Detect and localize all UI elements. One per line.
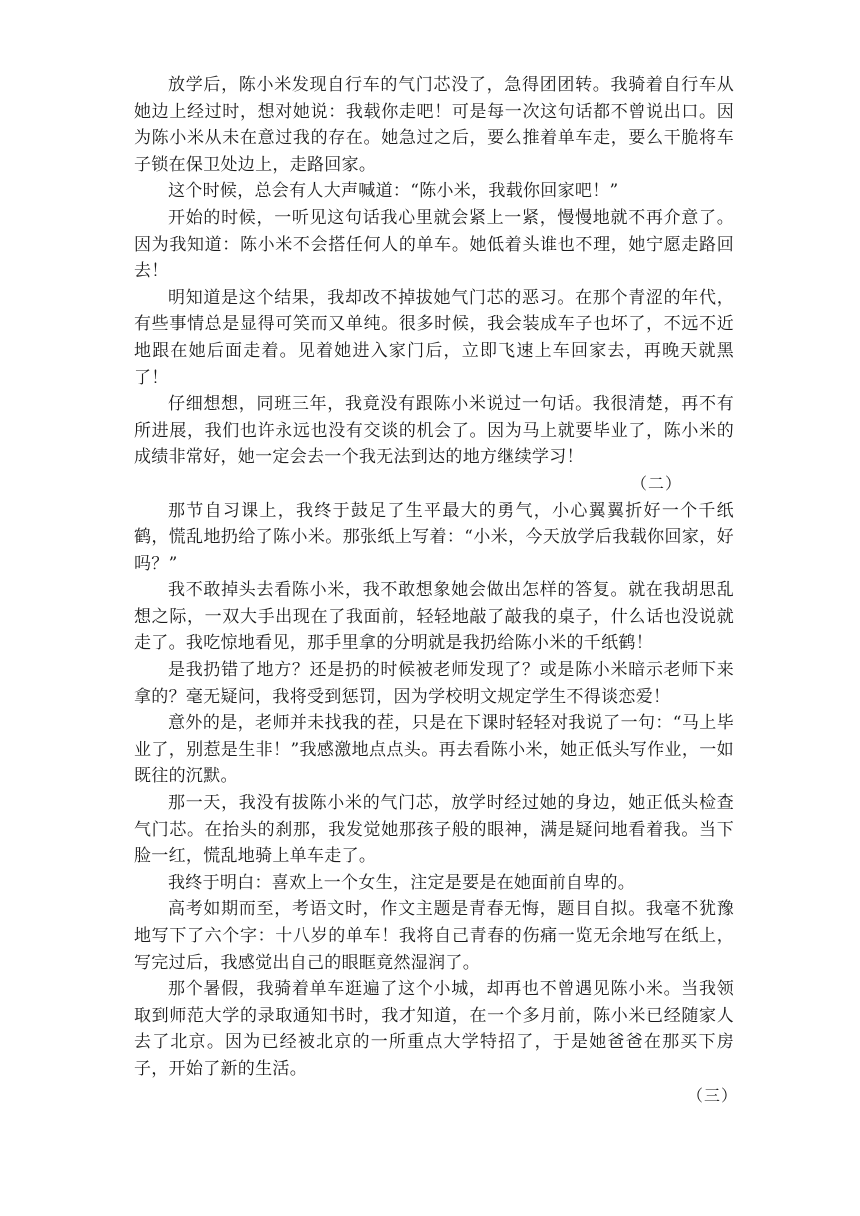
section-heading-three: （三）	[686, 1085, 738, 1105]
paragraph: 明知道是这个结果，我却改不掉拔她气门芯的恶习。在那个青涩的年代，有些事情总是显得可笑而又单纯。很多时候，我会装成车子也坏了，不远不近地跟在她后面走着。见着她进入家门后，立即飞速上车回家去，再晚天就黑了！	[134, 287, 734, 388]
paragraph: 放学后，陈小米发现自行车的气门芯没了，急得团团转。我骑着自行车从她边上经过时，想对她说：我载你走吧！可是每一次这句话都不曾说出口。因为陈小米从未在意过我的存在。她急过之后，要么推着单车走，要么干脆将车子锁在保卫处边上，走路回家。	[134, 75, 734, 175]
section-heading-two: （二）	[630, 473, 682, 493]
paragraph: 是我扔错了地方？还是扔的时候被老师发现了？或是陈小米暗示老师下来拿的？毫无疑问，我将受到惩罚，因为学校明文规定学生不得谈恋爱！	[134, 660, 734, 707]
paragraph: 高考如期而至，考语文时，作文主题是青春无悔，题目自拟。我毫不犹豫地写下了六个字：十八岁的单车！我将自己青春的伤痛一览无余地写在纸上，写完过后，我感觉出自己的眼眶竟然湿润了。	[134, 899, 734, 973]
paragraph: 我不敢掉头去看陈小米，我不敢想象她会做出怎样的答复。就在我胡思乱想之际，一双大手出现在了我面前，轻轻地敲了敲我的桌子，什么话也没说就走了。我吃惊地看见，那手里拿的分明就是我扔给陈小米的千纸鹤！	[134, 580, 734, 654]
paragraph: 那个暑假，我骑着单车逛遍了这个小城，却再也不曾遇见陈小米。当我领取到师范大学的录取通知书时，我才知道，在一个多月前，陈小米已经随家人去了北京。因为已经被北京的一所重点大学特招了，于是她爸爸在那买下房子，开始了新的生活。	[134, 979, 734, 1079]
paragraph: 意外的是，老师并未找我的茬，只是在下课时轻轻对我说了一句：“马上毕业了，别惹是生非！”我感激地点点头。再去看陈小米，她正低头写作业，一如既往的沉默。	[134, 713, 734, 787]
paragraph: 我终于明白：喜欢上一个女生，注定是要是在她面前自卑的。	[168, 872, 636, 893]
document-page	[134, 72, 738, 1109]
paragraph: 仔细想想，同班三年，我竟没有跟陈小米说过一句话。我很清楚，再不有所进展，我们也许永远也没有交谈的机会了。因为马上就要毕业了，陈小米的成绩非常好，她一定会去一个我无法到达的地方继续学习！	[134, 394, 734, 468]
paragraph: 这个时候，总会有人大声喊道：“陈小米，我载你回家吧！”	[168, 181, 619, 202]
paragraph: 那一天，我没有拔陈小米的气门芯，放学时经过她的身边，她正低头检查气门芯。在抬头的刹那，我发觉她那孩子般的眼神，满是疑问地看着我。当下脸一红，慌乱地骑上单车走了。	[134, 793, 734, 867]
paragraph: 那节自习课上，我终于鼓足了生平最大的勇气，小心翼翼折好一个千纸鹤，慌乱地扔给了陈小米。那张纸上写着：“小米，今天放学后我载你回家，好吗？”	[134, 500, 734, 574]
paragraph: 开始的时候，一听见这句话我心里就会紧上一紧，慢慢地就不再介意了。因为我知道：陈小米不会搭任何人的单车。她低着头谁也不理，她宁愿走路回去！	[134, 207, 734, 282]
